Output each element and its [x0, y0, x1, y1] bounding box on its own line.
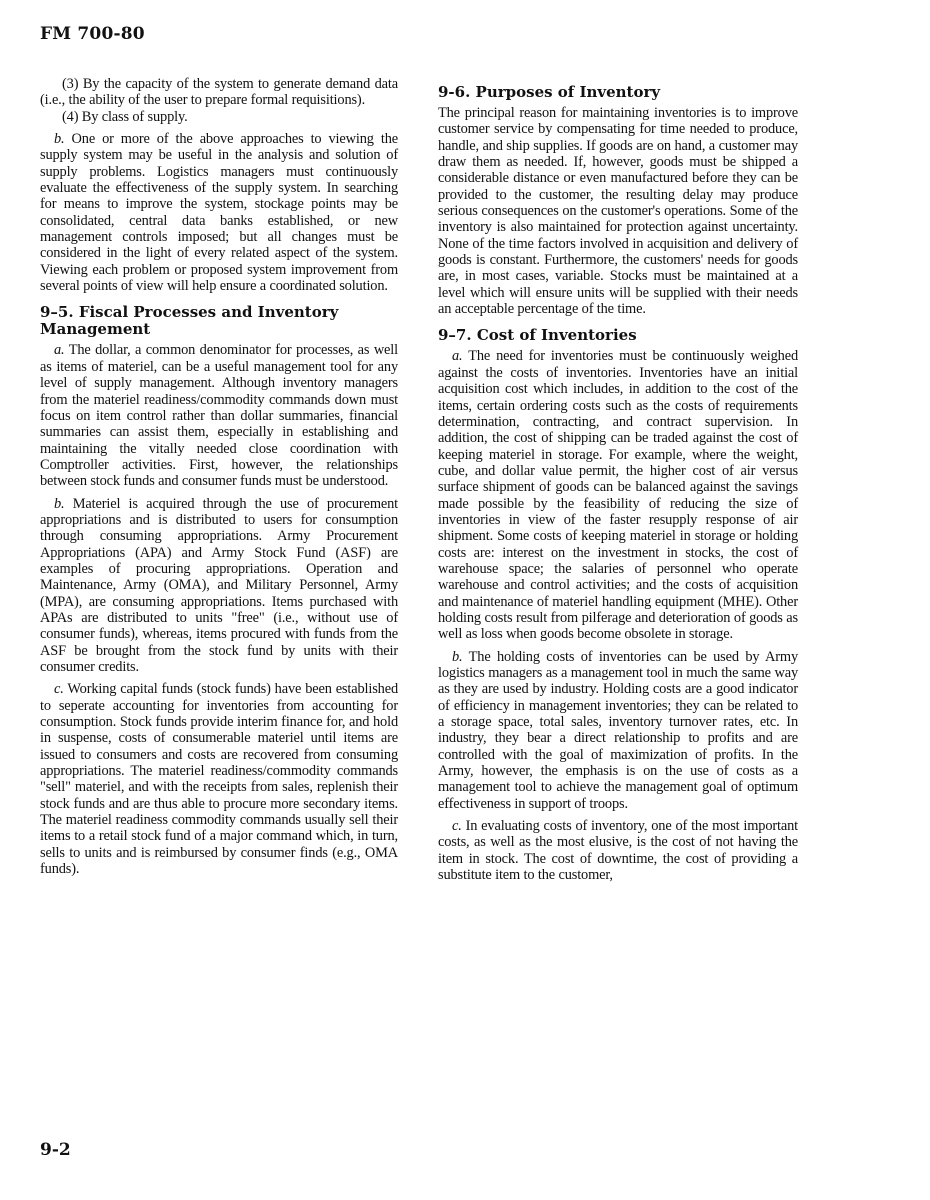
section-9-5-paragraph-a	[40, 342, 398, 489]
section-heading-9-5: 9–5. Fiscal Processes and Inventory Management	[40, 303, 339, 339]
section-9-5-paragraph-c	[40, 681, 398, 877]
paragraph-label: b.	[54, 131, 65, 148]
paragraph-label: b.	[452, 648, 463, 665]
paragraph-b	[40, 131, 398, 294]
paragraph-label: c.	[452, 818, 462, 835]
paragraph-label: b.	[54, 495, 65, 512]
section-9-7-paragraph-b	[438, 649, 798, 812]
left-column	[40, 76, 398, 883]
section-heading-9-7: 9–7. Cost of Inventories	[438, 326, 637, 345]
section-heading-9-6: 9-6. Purposes of Inventory	[438, 83, 661, 101]
section-9-7-paragraph-c	[438, 818, 798, 883]
paragraph-text: In evaluating costs of inventory, one of the most important costs, as well as the most elusive, is the cost of not having the item in stock. The cost of downtime, the cost of providing a substitute item to the customer,	[438, 818, 798, 884]
list-item-4: (4) By class of supply.	[62, 108, 188, 125]
list-item-3: (3) By the capacity of the system to generate demand data (i.e., the ability of the user to prepare formal requisitions).	[40, 76, 398, 109]
paragraph-text: One or more of the above approaches to viewing the supply system may be useful in the analysis and solution of supply problems. Logistics managers must continuously evaluate the effectiveness of the supply system. In searching for means to improve the system, stockage points may be consolidated, central data banks established, or new management controls imposed; but all changes must be considered in the light of every related aspect of the system. Viewing each problem or proposed system improvement from several points of view will help ensure a coordinated solution.	[40, 131, 398, 295]
page-number: 9-2	[40, 1140, 71, 1160]
section-9-5-paragraph-b	[40, 496, 398, 676]
paragraph-label: a.	[54, 342, 65, 359]
paragraph-label: c.	[54, 681, 64, 698]
right-column	[438, 84, 798, 889]
paragraph-text: The dollar, a common denominator for processes, as well as items of materiel, can be a useful management tool for any level of supply management. Although inventory managers from the materiel readiness/commodity commands down must focus on item control rather than dollar summaries, financial summaries can assist them, especially in establishing and maintaining the vitally needed close coordination with Comptroller activities. First, however, the relationships between stock funds and consumer funds must be understood.	[40, 342, 398, 490]
paragraph-text: Working capital funds (stock funds) have been established to seperate accounting for inventories from accounting for consumption. Stock funds provide interim finance for, and hold in suspense, costs of consumerable materiel until items are issued to consumers and costs are recovered from consuming appropriations. The materiel readiness/commodity commands "sell" materiel, and with the receipts from sales, replenish their stock funds and are thus able to procure more secondary items. The materiel readiness commodity commands usually sell their items to a retail stock fund of a major command which, in turn, sells to units and is reimbursed by consumer finds (e.g., OMA funds).	[40, 681, 398, 878]
paragraph-text: The holding costs of inventories can be used by Army logistics managers as a management tool in much the same way as they are used by industry. Holding costs are a good indicator of efficiency in management inventories; they can be related to a storage space, total sales, inventory turnover rates, etc. In industry, they bear a direct relationship to profits and are controlled with the goal of maximization of profits. In the Army, however, the emphasis is on the use of costs as a management tool to achieve the management goal of optimum effectiveness in support of troops.	[438, 648, 798, 812]
paragraph-text: The need for inventories must be continuously weighed against the costs of inventories. Inventories have an initial acquisition cost which includes, in addition to the cost of the items, certain ordering costs such as the costs of requirements determination, contracting, and contract supervision. In addition, the cost of shipping can be traded against the cost of keeping materiel in storage. For example, where the weight, cube, and dollar value permit, the higher cost of air versus surface shipment of goods can be balanced against the savings made possible by the feasibility of reducing the size of inventories in view of the faster resupply response of air shipment. Some costs of keeping materiel in storage or holding costs are: interest on the investment in stocks, the cost of warehouse space; the salaries of personnel who operate warehouse and control activities; and the costs of acquisition and maintenance of materiel handling equipment (MHE). Other holding costs result from pilferage and deterioration of goods as well as loss when goods become obsolete in storage.	[438, 348, 798, 643]
section-9-6-paragraph: The principal reason for maintaining inventories is to improve customer service by compensating for time needed to produce, handle, and ship supplies. If goods are on hand, a customer may draw them as needed. If, however, goods must be shipped a considerable distance or even manufactured before they can be provided to the customer, the resulting delay may produce serious consequences on the customer's operations. Some of the inventory is also maintained for protection against uncertainty. None of the time factors involved in acquisition and delivery of goods is constant. Furthermore, the customers' needs for goods are, in most cases, variable. Stocks must be maintained at a level which will ensure units will be supplied with their needs an acceptable percentage of the time.	[438, 105, 798, 318]
paragraph-text: Materiel is acquired through the use of procurement appropriations and is distributed to users for consumption through consuming appropriations. Army Procurement Appropriations (APA) and Army Stock Fund (ASF) are examples of procuring appropriations. Operation and Maintenance, Army (OMA), and Military Personnel, Army (MPA), are consuming appropriations. Items purchased with APAs are distributed to units "free" (i.e., without use of consumer funds), whereas, items procured with funds from the ASF be brought from the stock fund by units with their consumer credits.	[40, 495, 398, 675]
running-head: FM 700-80	[40, 24, 145, 44]
paragraph-label: a.	[452, 348, 463, 365]
section-9-7-paragraph-a	[438, 348, 798, 642]
